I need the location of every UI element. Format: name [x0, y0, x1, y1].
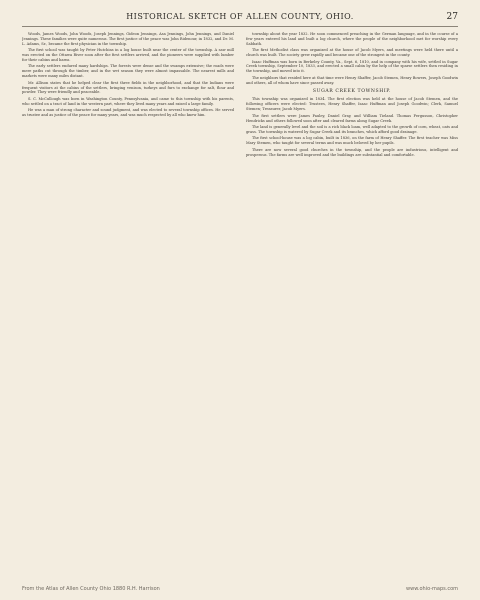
paragraph: Mr. Allison states that he helped clear the first three fields in the neighborhood, and that the Indians were frequent visitors at the cabins of the settlers, bringing venison, turkeys and furs to exchange for salt, flour and powder. They were friendly and peaceable. — [22, 80, 234, 95]
paragraph: There are now several good churches in the township, and the people are industrious, intelligent and prosperous. The farms are well improved and the buildings are substantial and comfortable. — [246, 147, 458, 157]
paragraph: The first Methodist class was organized at the house of Jacob Myers, and meetings were held there until a church was built. The society grew rapidly and became one of the strongest in the county. — [246, 48, 458, 58]
paragraph: township about the year 1832. He soon commenced preaching in the German language, and in the course of a few years entered his land and built a log church, where the people of the neighborhood met for worship every Sabbath. — [246, 32, 458, 46]
section-heading: SUGAR CREEK TOWNSHIP. — [312, 88, 392, 94]
right-column-bottom — [246, 97, 458, 157]
paragraph: The first school was taught by Peter Hutchins in a log house built near the center of the township. A saw mill was erected on the Ottawa River soon after the first settlers arrived, and the pioneers were supplied with lumber for their cabins and barns. — [22, 48, 234, 63]
paragraph: Isaac Huffman was born in Berkeley County, Va., Sept. 6, 1810, and in company with his wife, settled in Sugar Creek township, September 10, 1833, and erected a small cabin by the help of the sparse settlers then residing in the township, and moved into it. — [246, 59, 458, 74]
page-footer — [22, 586, 458, 592]
paragraph: This township was organized in 1834. The first election was held at the house of Jacob Stemen, and the following officers were elected: Trustees, Henry Shaffer, Isaac Huffman and Joseph Goodwin; Clerk, Samuel Stemen; Treasurer, Jacob Myers. — [246, 97, 458, 112]
paragraph: S. C. McCullough was born in Washington County, Pennsylvania, and came to this township with his parents, who settled on a tract of land in the western part, where they lived many years and raised a large family. — [22, 96, 234, 106]
paragraph: The neighbors that resided here at that time were Henry Shaffer, Jacob Stemen, Henry Bowers, Joseph Goodwin and others, all of whom have since passed away. — [246, 75, 458, 85]
page-title: HISTORICAL SKETCH OF ALLEN COUNTY, OHIO. — [126, 12, 354, 21]
paragraph: The early settlers endured many hardships. The forests were dense and the swamps extensive; the roads were mere paths cut through the timber, and in the wet season they were almost impassable. The nearest mills and markets were many miles distant. — [22, 64, 234, 79]
right-column-top — [246, 32, 458, 86]
paragraph: He was a man of strong character and sound judgment, and was elected to several township offices. He served as trustee and as justice of the peace for many years, and was much respected by all who knew him. — [22, 108, 234, 118]
paragraph: Woods, James Woods, John Woods, Joseph Jennings, Gideon Jennings, Asa Jennings, John Jennings, and Daniel Jennings. These families were quite numerous. The first justice of the peace was John Ridenour, in 1832, and Dr. M. L. Adams, Sr., became the first physician in the township. — [22, 32, 234, 46]
left-column — [22, 32, 234, 574]
paragraph: The first school-house was a log cabin, built in 1836, on the farm of Henry Shaffer. The first teacher was Miss Mary Stemen, who taught for several terms and was much beloved by her pupils. — [246, 136, 458, 146]
running-head — [22, 12, 458, 27]
footer-url[interactable]: www.ohio-maps.com — [406, 586, 458, 592]
paragraph: The land is generally level and the soil is a rich black loam, well adapted to the growth of corn, wheat, oats and grass. The township is watered by Sugar Creek and its branches, which afford good drainage. — [246, 125, 458, 134]
page-number: 27 — [446, 12, 458, 22]
paragraph: The first settlers were James Pauley, Daniel Gray, and William Tieland. Thomas Fergusson, Christopher Hendricks and others followed soon after and cleared farms along Sugar Creek. — [246, 113, 458, 123]
right-column — [246, 32, 458, 574]
text-columns — [22, 32, 458, 574]
footer-source: From the Atlas of Allen County Ohio 1880 R.H. Harrison — [22, 586, 160, 592]
